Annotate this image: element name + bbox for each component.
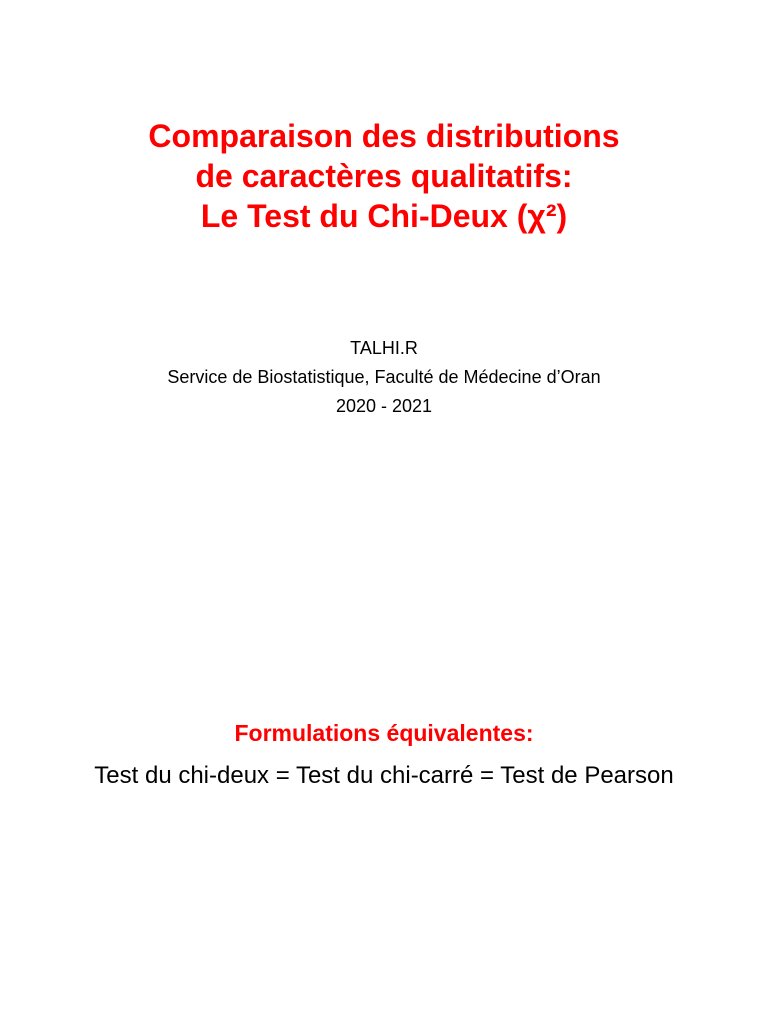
document-title (0, 116, 768, 236)
author-name: TALHI.R (350, 338, 418, 358)
academic-years: 2020 - 2021 (335, 396, 433, 416)
formulations-text: Test du chi-deux = Test du chi-carré = Test de Pearson (94, 762, 674, 789)
formulations-heading: Formulations équivalentes: (234, 720, 534, 746)
title-line-1: Comparaison des distributions (148, 118, 620, 154)
author-affiliation: Service de Biostatistique, Faculté de Médecine d’Oran (167, 367, 601, 387)
title-line-3: Le Test du Chi-Deux (χ²) (200, 198, 568, 234)
title-line-2: de caractères qualitatifs: (195, 158, 573, 194)
author-block (0, 334, 768, 421)
